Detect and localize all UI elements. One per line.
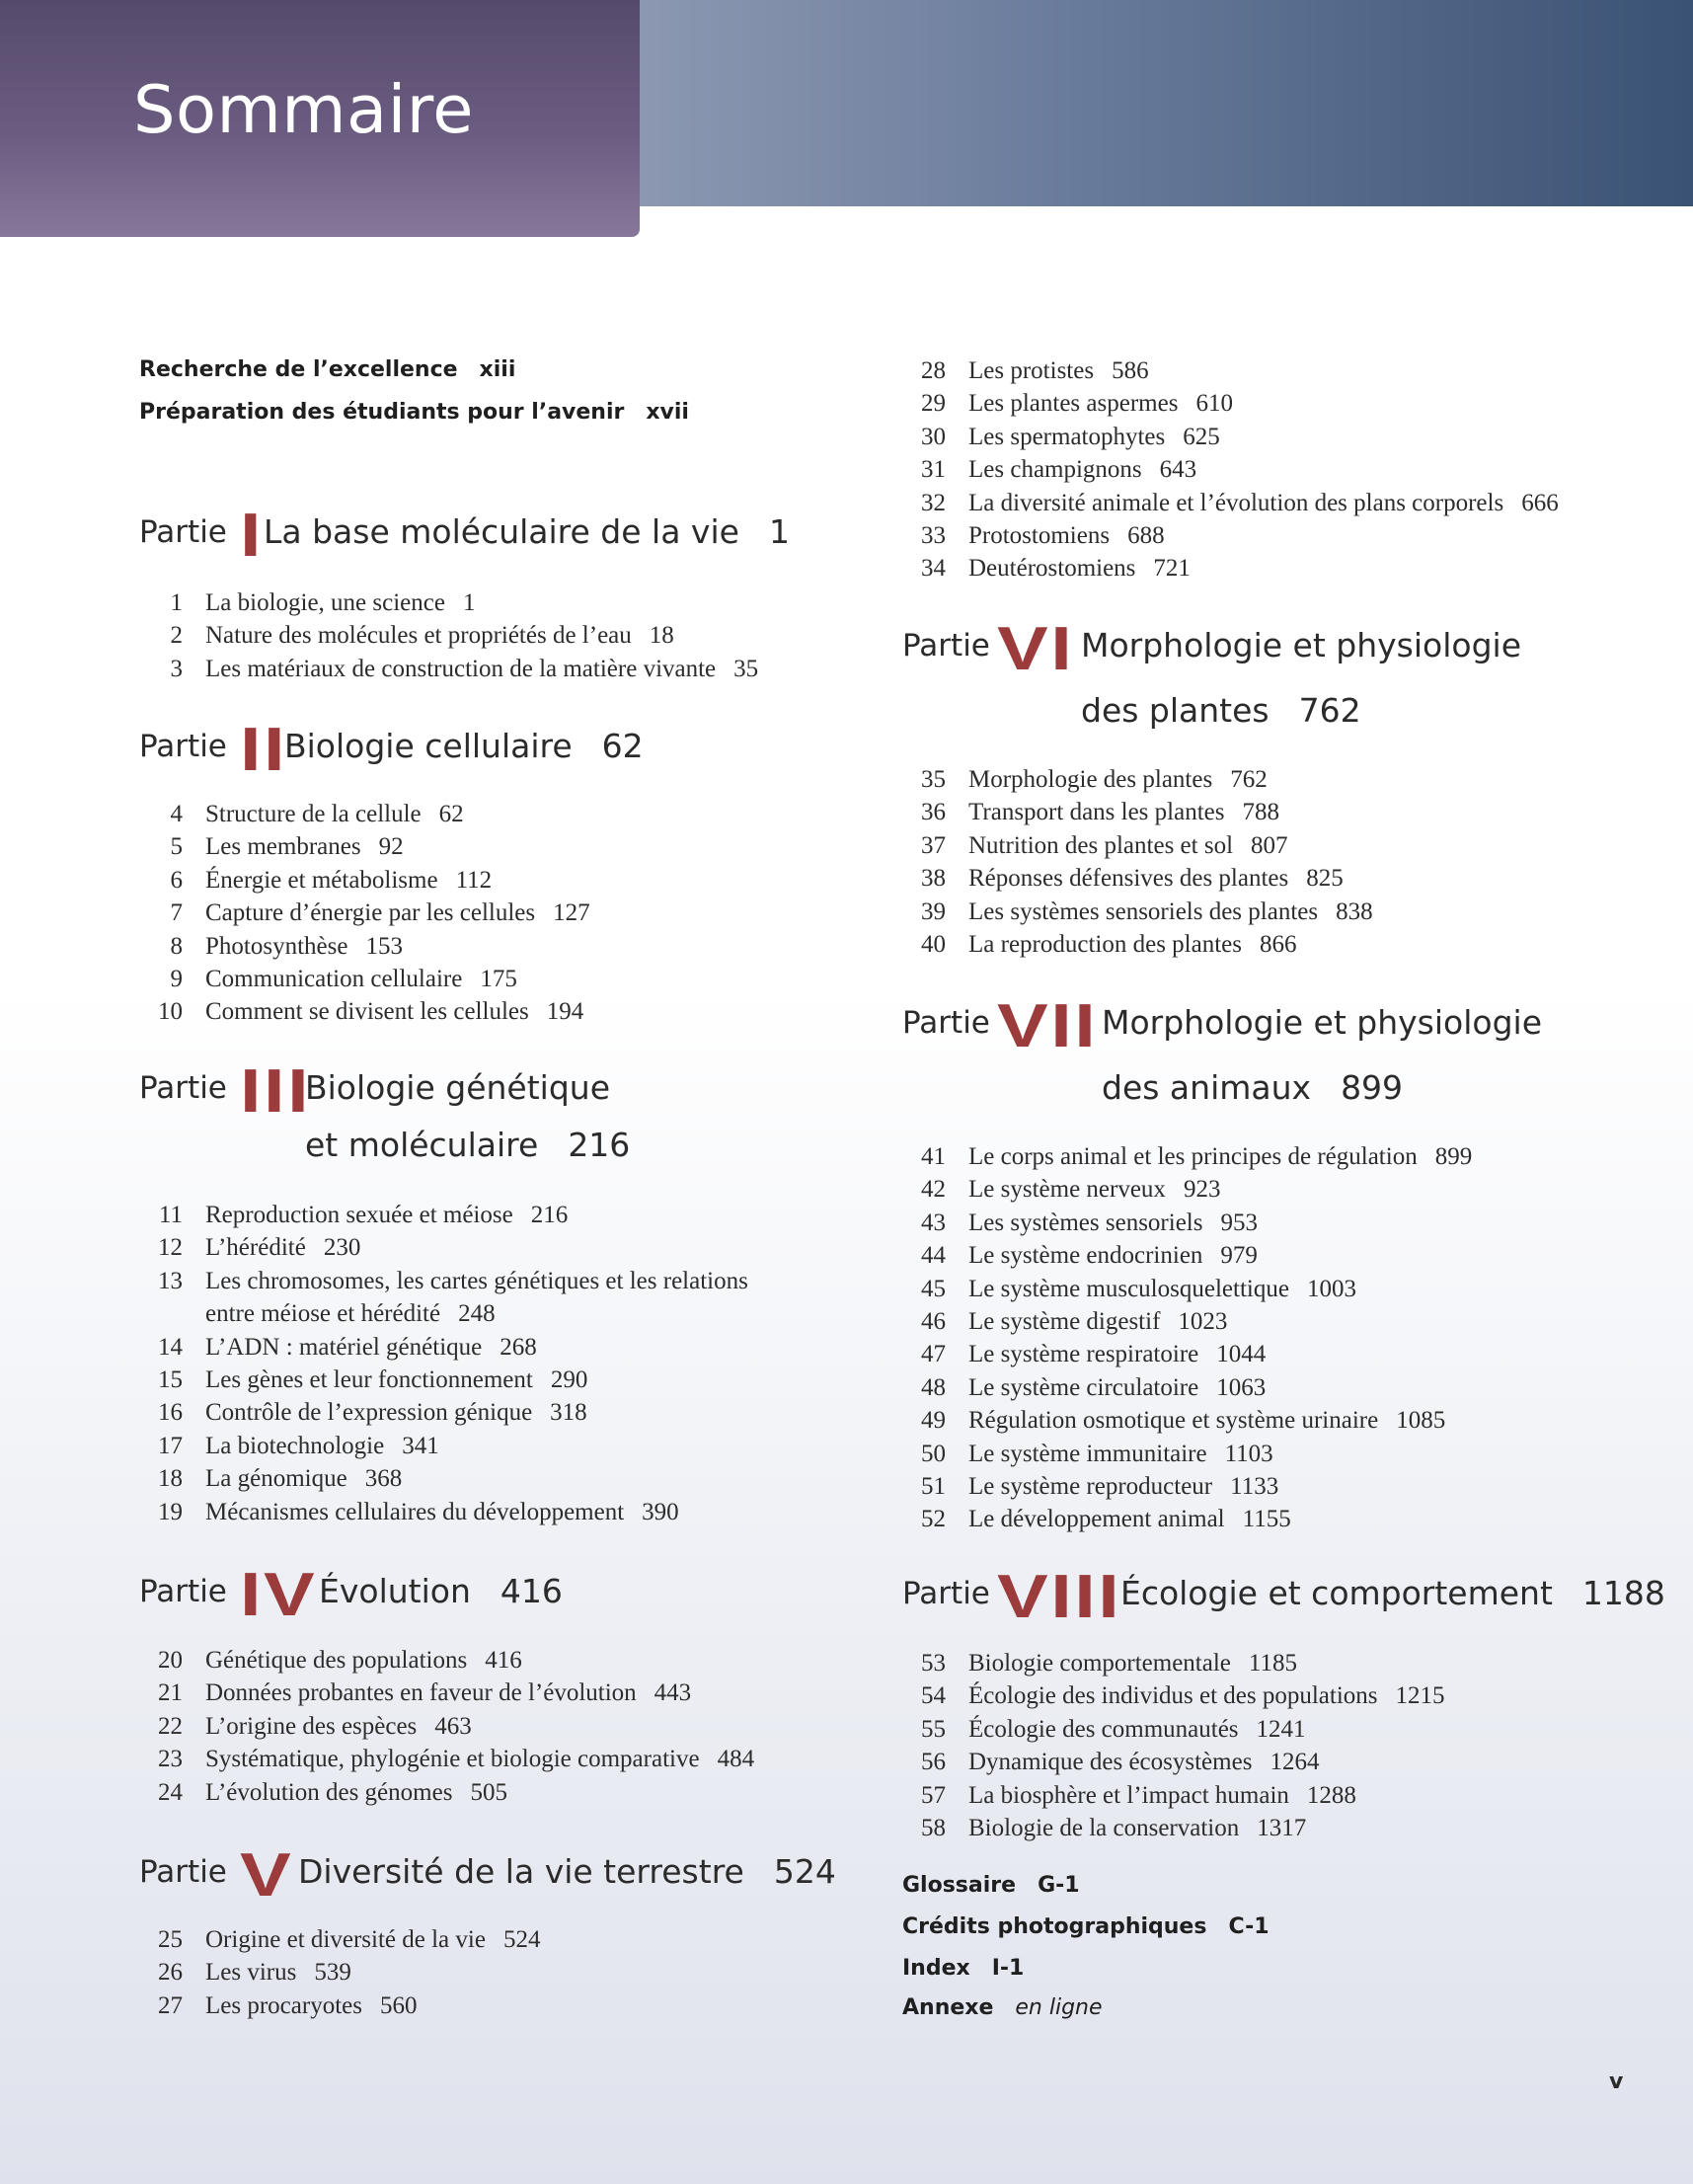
chapter-number: 9: [170, 965, 183, 992]
part-numeral: VIII: [997, 1563, 1122, 1631]
chapter-number: 29: [921, 390, 946, 418]
chapter-title: Les gènes et leur fonctionnement 290: [205, 1365, 588, 1393]
chapter-number: 36: [921, 799, 946, 826]
chapter-entry[interactable]: [139, 864, 850, 897]
chapter-title: Nature des molécules et propriétés de l’eau 18: [205, 622, 674, 650]
chapter-page: 539: [314, 1959, 351, 1987]
front-matter-title: Préparation des étudiants pour l’avenir: [139, 400, 625, 425]
chapter-number: 18: [158, 1465, 183, 1493]
chapter-page: 18: [649, 622, 674, 650]
chapter-title: La biotechnologie 341: [205, 1432, 439, 1459]
chapter-title: Les virus 539: [205, 1959, 351, 1987]
chapter-page: 1241: [1256, 1715, 1306, 1743]
chapter-entry[interactable]: [139, 897, 850, 929]
chapter-number: 12: [158, 1234, 183, 1262]
chapter-entry[interactable]: [902, 1812, 1662, 1844]
part-numeral: V: [240, 1841, 294, 1910]
chapter-number: 58: [921, 1814, 946, 1841]
chapter-number: 45: [921, 1275, 946, 1302]
chapter-number: 11: [158, 1202, 183, 1228]
part-numeral: VII: [997, 992, 1099, 1060]
chapter-number: 17: [158, 1432, 183, 1459]
chapter-number: 24: [158, 1778, 183, 1806]
part-page: 762: [1298, 691, 1361, 730]
chapter-title: L’ADN : matériel génétique 268: [205, 1333, 537, 1361]
chapter-number: 32: [921, 489, 946, 516]
back-matter-title: Index: [902, 1956, 970, 1981]
chapter-number: 40: [921, 930, 946, 958]
chapter-page: 463: [434, 1712, 472, 1740]
chapter-page: 524: [502, 1926, 541, 1953]
chapter-entry[interactable]: [902, 421, 1662, 453]
chapter-page: 953: [1220, 1209, 1258, 1236]
chapter-number: 10: [158, 998, 183, 1026]
chapter-title: Morphologie des plantes 762: [968, 766, 1268, 793]
chapter-page: 153: [365, 932, 403, 960]
back-matter-page: G-1: [1038, 1873, 1080, 1898]
chapter-title: Le système nerveux 923: [968, 1176, 1221, 1204]
chapter-entry[interactable]: [902, 453, 1662, 486]
part-page: 1: [768, 512, 790, 551]
chapter-page: 807: [1251, 831, 1288, 859]
chapter-entry[interactable]: [902, 1305, 1662, 1338]
chapter-page: 194: [546, 998, 584, 1026]
chapter-page: 1317: [1257, 1814, 1307, 1841]
chapter-title: Mécanismes cellulaires du développement 390: [205, 1498, 679, 1525]
part-numeral: III: [240, 1057, 312, 1126]
chapter-number: 28: [921, 357, 946, 384]
chapter-entry[interactable]: [902, 1338, 1662, 1370]
chapter-entry[interactable]: [902, 896, 1662, 928]
back-matter-page: en ligne: [1015, 1995, 1103, 2020]
chapter-page: 721: [1153, 555, 1191, 583]
chapter-page: 1023: [1178, 1307, 1228, 1335]
chapter-page: 318: [550, 1399, 587, 1427]
chapter-title: Le système circulatoire 1063: [968, 1373, 1267, 1401]
chapter-page: 1: [462, 589, 476, 616]
part-page: 216: [568, 1126, 631, 1164]
chapter-entry[interactable]: [902, 1273, 1662, 1305]
part-title-line2: des animaux 899: [1102, 1068, 1404, 1107]
chapter-number: 51: [921, 1472, 946, 1500]
part-numeral: I: [240, 502, 265, 570]
chapter-entry[interactable]: [139, 995, 850, 1028]
chapter-number: 54: [921, 1682, 946, 1710]
back-matter-title: Glossaire: [902, 1873, 1017, 1898]
chapter-number: 49: [921, 1407, 946, 1435]
chapter-entry[interactable]: [139, 1462, 850, 1495]
part-title: Écologie et comportement 1188: [1120, 1574, 1665, 1612]
chapter-number: 25: [158, 1926, 183, 1953]
chapter-number: 31: [921, 456, 946, 484]
chapter-entry[interactable]: [139, 963, 850, 995]
chapter-entry[interactable]: [902, 796, 1662, 828]
chapter-page: 788: [1242, 799, 1279, 826]
part-label: Partie: [139, 1854, 227, 1890]
part-title-line2: et moléculaire 216: [305, 1126, 631, 1164]
chapter-number: 57: [921, 1781, 946, 1809]
chapter-number: 44: [921, 1242, 946, 1270]
chapter-number: 4: [170, 801, 183, 827]
chapter-entry[interactable]: [902, 1173, 1662, 1206]
chapter-number: 39: [921, 897, 946, 925]
chapter-entry[interactable]: [902, 1679, 1662, 1712]
chapter-number: 22: [158, 1712, 183, 1740]
part-title: Diversité de la vie terrestre 524: [298, 1852, 836, 1891]
chapter-list: [139, 1923, 850, 2022]
part-page: 1188: [1581, 1574, 1665, 1612]
part-label: Partie: [902, 1005, 990, 1041]
chapter-page: 1103: [1224, 1440, 1273, 1467]
chapter-page: 923: [1183, 1176, 1221, 1204]
chapter-title: Écologie des individus et des populations 1215: [968, 1682, 1445, 1710]
back-matter-item[interactable]: [902, 1914, 1270, 1939]
chapter-page: 586: [1112, 357, 1149, 384]
chapter-entry[interactable]: [139, 1989, 850, 2022]
chapter-entry[interactable]: [139, 798, 850, 830]
chapter-entry[interactable]: [902, 1470, 1662, 1503]
chapter-entry[interactable]: [902, 1404, 1662, 1437]
chapter-page: 92: [378, 833, 404, 861]
part-numeral: II: [240, 716, 288, 784]
chapter-title: La biosphère et l’impact humain 1288: [968, 1781, 1356, 1809]
back-matter-item[interactable]: [902, 1873, 1080, 1898]
chapter-page: 62: [438, 801, 464, 827]
chapter-title: Énergie et métabolisme 112: [205, 866, 493, 894]
chapter-number: 41: [921, 1143, 946, 1170]
part-page: 899: [1341, 1068, 1404, 1107]
chapter-page: 1044: [1216, 1341, 1267, 1368]
part-page: 62: [601, 727, 644, 765]
chapter-entry[interactable]: [139, 1644, 850, 1677]
chapter-page: 290: [550, 1365, 588, 1393]
part-title: La base moléculaire de la vie 1: [264, 512, 790, 551]
chapter-entry[interactable]: [902, 1503, 1662, 1535]
chapter-entry[interactable]: [139, 1496, 850, 1528]
chapter-entry[interactable]: [139, 586, 850, 619]
chapter-title: Biologie de la conservation 1317: [968, 1814, 1307, 1841]
chapter-title: La génomique 368: [205, 1465, 403, 1493]
chapter-page: 979: [1220, 1242, 1258, 1270]
chapter-page: 484: [717, 1746, 755, 1773]
chapter-title: Contrôle de l’expression génique 318: [205, 1399, 587, 1427]
chapter-number: 20: [158, 1647, 183, 1674]
chapter-title: Comment se divisent les cellules 194: [205, 998, 584, 1026]
chapter-title: Photosynthèse 153: [205, 932, 403, 960]
front-matter-page: xiii: [479, 357, 516, 382]
chapter-number: 7: [170, 899, 183, 927]
part-label: Partie: [139, 1574, 227, 1609]
chapter-title: Les matériaux de construction de la matière vivante 35: [205, 655, 759, 682]
chapter-number: 56: [921, 1749, 946, 1776]
chapter-title: L’origine des espèces 463: [205, 1712, 472, 1740]
chapter-title: Systématique, phylogénie et biologie comparative 484: [205, 1746, 755, 1773]
part-numeral: VI: [997, 615, 1075, 683]
chapter-page: 341: [402, 1432, 439, 1459]
chapter-list: [139, 586, 850, 685]
chapter-entry[interactable]: [139, 653, 850, 685]
chapter-title: Le système reproducteur 1133: [968, 1472, 1279, 1500]
chapter-page: 175: [480, 965, 517, 992]
chapter-entry[interactable]: [902, 1647, 1662, 1679]
part-title: Biologie cellulaire 62: [284, 727, 644, 765]
chapter-number: 27: [158, 1991, 183, 2019]
chapter-number: 6: [170, 866, 183, 894]
chapter-entry[interactable]: [902, 1779, 1662, 1812]
chapter-entry[interactable]: [902, 1371, 1662, 1404]
chapter-title: L’hérédité 230: [205, 1234, 361, 1262]
chapter-title: Protostomiens 688: [968, 521, 1165, 549]
chapter-number: 1: [170, 589, 183, 616]
chapter-page: 838: [1336, 897, 1373, 925]
chapter-title: Les spermatophytes 625: [968, 423, 1220, 450]
chapter-number: 5: [170, 833, 183, 861]
chapter-entry[interactable]: [139, 1199, 850, 1231]
chapter-number: 46: [921, 1307, 946, 1335]
chapter-page: 35: [733, 655, 759, 682]
chapter-number: 47: [921, 1341, 946, 1368]
back-matter-item[interactable]: [902, 1956, 1024, 1981]
part-page: 524: [773, 1852, 836, 1891]
chapter-number: 23: [158, 1746, 183, 1773]
chapter-page: 688: [1127, 521, 1165, 549]
chapter-title: La diversité animale et l’évolution des plans corporels 666: [968, 489, 1559, 516]
chapter-title: Communication cellulaire 175: [205, 965, 517, 992]
chapter-title: Le système endocrinien 979: [968, 1242, 1258, 1270]
chapter-number: 19: [158, 1498, 183, 1525]
chapter-entry[interactable]: [902, 928, 1662, 961]
chapter-title: Biologie comportementale 1185: [968, 1650, 1297, 1677]
chapter-title: Les systèmes sensoriels 953: [968, 1209, 1258, 1236]
part-label: Partie: [139, 1070, 227, 1106]
chapter-title: Nutrition des plantes et sol 807: [968, 831, 1288, 859]
chapter-entry[interactable]: [902, 487, 1662, 519]
chapter-number: 43: [921, 1209, 946, 1236]
chapter-entry[interactable]: [902, 1438, 1662, 1470]
chapter-page: 443: [654, 1679, 692, 1707]
chapter-entry[interactable]: [139, 830, 850, 863]
chapter-entry[interactable]: [902, 1140, 1662, 1173]
chapter-title: Régulation osmotique et système urinaire 1085: [968, 1407, 1446, 1435]
chapter-entry[interactable]: [902, 1239, 1662, 1272]
chapter-number: 15: [158, 1365, 183, 1393]
chapter-entry[interactable]: [139, 1743, 850, 1775]
chapter-title: Dynamique des écosystèmes 1264: [968, 1749, 1320, 1776]
chapter-title: Reproduction sexuée et méiose 216: [205, 1202, 569, 1228]
chapter-number: 50: [921, 1440, 946, 1467]
chapter-entry[interactable]: [902, 763, 1662, 796]
chapter-page: 825: [1306, 865, 1344, 893]
page-number: v: [1609, 2069, 1624, 2094]
chapter-list: [902, 1140, 1662, 1536]
chapter-title: Le corps animal et les principes de régulation 899: [968, 1143, 1473, 1170]
chapter-title: Données probantes en faveur de l’évolution 443: [205, 1679, 692, 1707]
chapter-number: 52: [921, 1506, 946, 1533]
chapter-page: 899: [1434, 1143, 1473, 1170]
chapter-entry[interactable]: [902, 829, 1662, 862]
chapter-page: 112: [455, 866, 493, 894]
part-title: Évolution 416: [319, 1572, 563, 1610]
chapter-page: 643: [1159, 456, 1197, 484]
chapter-number: 21: [158, 1679, 183, 1707]
chapter-page: 1155: [1242, 1506, 1291, 1533]
chapter-number: 55: [921, 1715, 946, 1743]
chapter-page: 416: [485, 1647, 522, 1674]
chapter-page: 1063: [1216, 1373, 1267, 1401]
chapter-title: Le développement animal 1155: [968, 1506, 1291, 1533]
chapter-title: Le système digestif 1023: [968, 1307, 1228, 1335]
part-title-line2: des plantes 762: [1081, 691, 1361, 730]
chapter-list: [139, 1644, 850, 1809]
chapter-page: 368: [364, 1465, 403, 1493]
chapter-page: 268: [500, 1333, 537, 1361]
front-matter-title: Recherche de l’excellence: [139, 357, 458, 382]
chapter-page: 666: [1521, 489, 1559, 516]
chapter-page: 1085: [1396, 1407, 1446, 1435]
chapter-page: 1288: [1306, 1781, 1356, 1809]
chapter-entry[interactable]: [139, 1923, 850, 1956]
page-title: Sommaire: [133, 71, 475, 148]
chapter-entry[interactable]: [902, 552, 1662, 585]
chapter-number: 8: [170, 932, 183, 960]
chapter-entry[interactable]: [139, 1430, 850, 1462]
chapter-number: 2: [170, 622, 183, 650]
chapter-title: Les chromosomes, les cartes génétiques et les relations entre méiose et hérédité 248: [205, 1267, 748, 1328]
chapter-title: La reproduction des plantes 866: [968, 930, 1297, 958]
chapter-page: 216: [530, 1202, 569, 1228]
part-label: Partie: [902, 1576, 990, 1611]
chapter-page: 866: [1260, 930, 1297, 958]
chapter-entry[interactable]: [139, 1677, 850, 1709]
back-matter-page: I-1: [991, 1956, 1025, 1981]
chapter-entry[interactable]: [902, 1746, 1662, 1778]
chapter-title: Réponses défensives des plantes 825: [968, 865, 1344, 893]
chapter-number: 38: [921, 865, 946, 893]
chapter-entry[interactable]: [139, 1331, 850, 1364]
chapter-title: Les systèmes sensoriels des plantes 838: [968, 897, 1373, 925]
chapter-entry[interactable]: [139, 1956, 850, 1989]
chapter-title: Écologie des communautés 1241: [968, 1715, 1306, 1743]
chapter-page: 390: [642, 1498, 679, 1525]
chapter-entry[interactable]: [139, 1396, 850, 1429]
chapter-title: Le système immunitaire 1103: [968, 1440, 1273, 1467]
chapter-title: L’évolution des génomes 505: [205, 1778, 507, 1806]
chapter-entry[interactable]: [139, 1265, 850, 1331]
chapter-entry[interactable]: [902, 387, 1662, 420]
chapter-title: Les procaryotes 560: [205, 1991, 418, 2019]
front-matter-page: xvii: [646, 400, 689, 425]
chapter-number: 3: [170, 655, 183, 682]
chapter-list: [139, 1199, 850, 1528]
chapter-title: Les plantes aspermes 610: [968, 390, 1233, 418]
part-title: Biologie génétique: [305, 1068, 611, 1107]
chapter-entry[interactable]: [139, 1364, 850, 1396]
chapter-number: 34: [921, 555, 946, 583]
chapter-title: Deutérostomiens 721: [968, 555, 1191, 583]
chapter-page: 1003: [1306, 1275, 1356, 1302]
chapter-title: Le système respiratoire 1044: [968, 1341, 1267, 1368]
chapter-title: Structure de la cellule 62: [205, 801, 464, 827]
chapter-number: 13: [158, 1267, 183, 1294]
chapter-entry[interactable]: [139, 619, 850, 652]
chapter-entry[interactable]: [139, 1231, 850, 1264]
chapter-number: 16: [158, 1399, 183, 1427]
part-numeral: IV: [240, 1561, 318, 1629]
chapter-title: Capture d’énergie par les cellules 127: [205, 899, 590, 927]
chapter-entry[interactable]: [902, 1713, 1662, 1746]
chapter-number: 33: [921, 521, 946, 549]
back-matter-title: Crédits photographiques: [902, 1914, 1207, 1939]
chapter-title: Génétique des populations 416: [205, 1647, 522, 1674]
chapter-number: 42: [921, 1176, 946, 1204]
chapter-list: [902, 1647, 1662, 1844]
chapter-page: 230: [323, 1234, 361, 1262]
chapter-page: 610: [1195, 390, 1233, 418]
chapter-entry[interactable]: [139, 930, 850, 963]
front-matter-item[interactable]: [139, 357, 515, 382]
chapter-entry[interactable]: [139, 1710, 850, 1743]
chapter-number: 53: [921, 1650, 946, 1677]
chapter-page: 1185: [1248, 1650, 1297, 1677]
chapter-entry[interactable]: [902, 1207, 1662, 1239]
chapter-title: La biologie, une science 1: [205, 589, 476, 616]
chapter-page: 1264: [1270, 1749, 1320, 1776]
part-label: Partie: [139, 729, 227, 764]
chapter-entry[interactable]: [902, 862, 1662, 895]
chapter-title: Les membranes 92: [205, 833, 404, 861]
header-band-right: [640, 0, 1693, 206]
chapter-list: [139, 798, 850, 1029]
chapter-number: 48: [921, 1373, 946, 1401]
chapter-page: 625: [1183, 423, 1220, 450]
part-title: Morphologie et physiologie: [1081, 626, 1521, 664]
chapter-title: Le système musculosquelettique 1003: [968, 1275, 1356, 1302]
chapter-list: [902, 354, 1662, 585]
chapter-page: 762: [1230, 766, 1268, 793]
chapter-page: 248: [458, 1300, 496, 1328]
chapter-title: Transport dans les plantes 788: [968, 799, 1279, 826]
chapter-page: 505: [470, 1778, 507, 1806]
chapter-number: 37: [921, 831, 946, 859]
chapter-number: 30: [921, 423, 946, 450]
chapter-number: 35: [921, 766, 946, 793]
chapter-page: 1133: [1230, 1472, 1279, 1500]
chapter-title: Les protistes 586: [968, 357, 1149, 384]
chapter-title: Les champignons 643: [968, 456, 1197, 484]
chapter-number: 14: [158, 1333, 183, 1361]
chapter-list: [902, 763, 1662, 961]
chapter-page: 127: [553, 899, 590, 927]
chapter-entry[interactable]: [139, 1776, 850, 1809]
front-matter-item[interactable]: [139, 400, 689, 425]
chapter-page: 560: [379, 1991, 418, 2019]
back-matter-item[interactable]: [902, 1995, 1103, 2020]
chapter-entry[interactable]: [902, 519, 1662, 552]
chapter-page: 1215: [1395, 1682, 1445, 1710]
part-title: Morphologie et physiologie: [1102, 1003, 1542, 1042]
back-matter-page: C-1: [1228, 1914, 1270, 1939]
part-label: Partie: [902, 628, 990, 663]
part-page: 416: [500, 1572, 563, 1610]
chapter-number: 26: [158, 1959, 183, 1987]
part-label: Partie: [139, 514, 227, 550]
back-matter-title: Annexe: [902, 1995, 994, 2020]
chapter-entry[interactable]: [902, 354, 1662, 387]
chapter-title: Origine et diversité de la vie 524: [205, 1926, 541, 1953]
